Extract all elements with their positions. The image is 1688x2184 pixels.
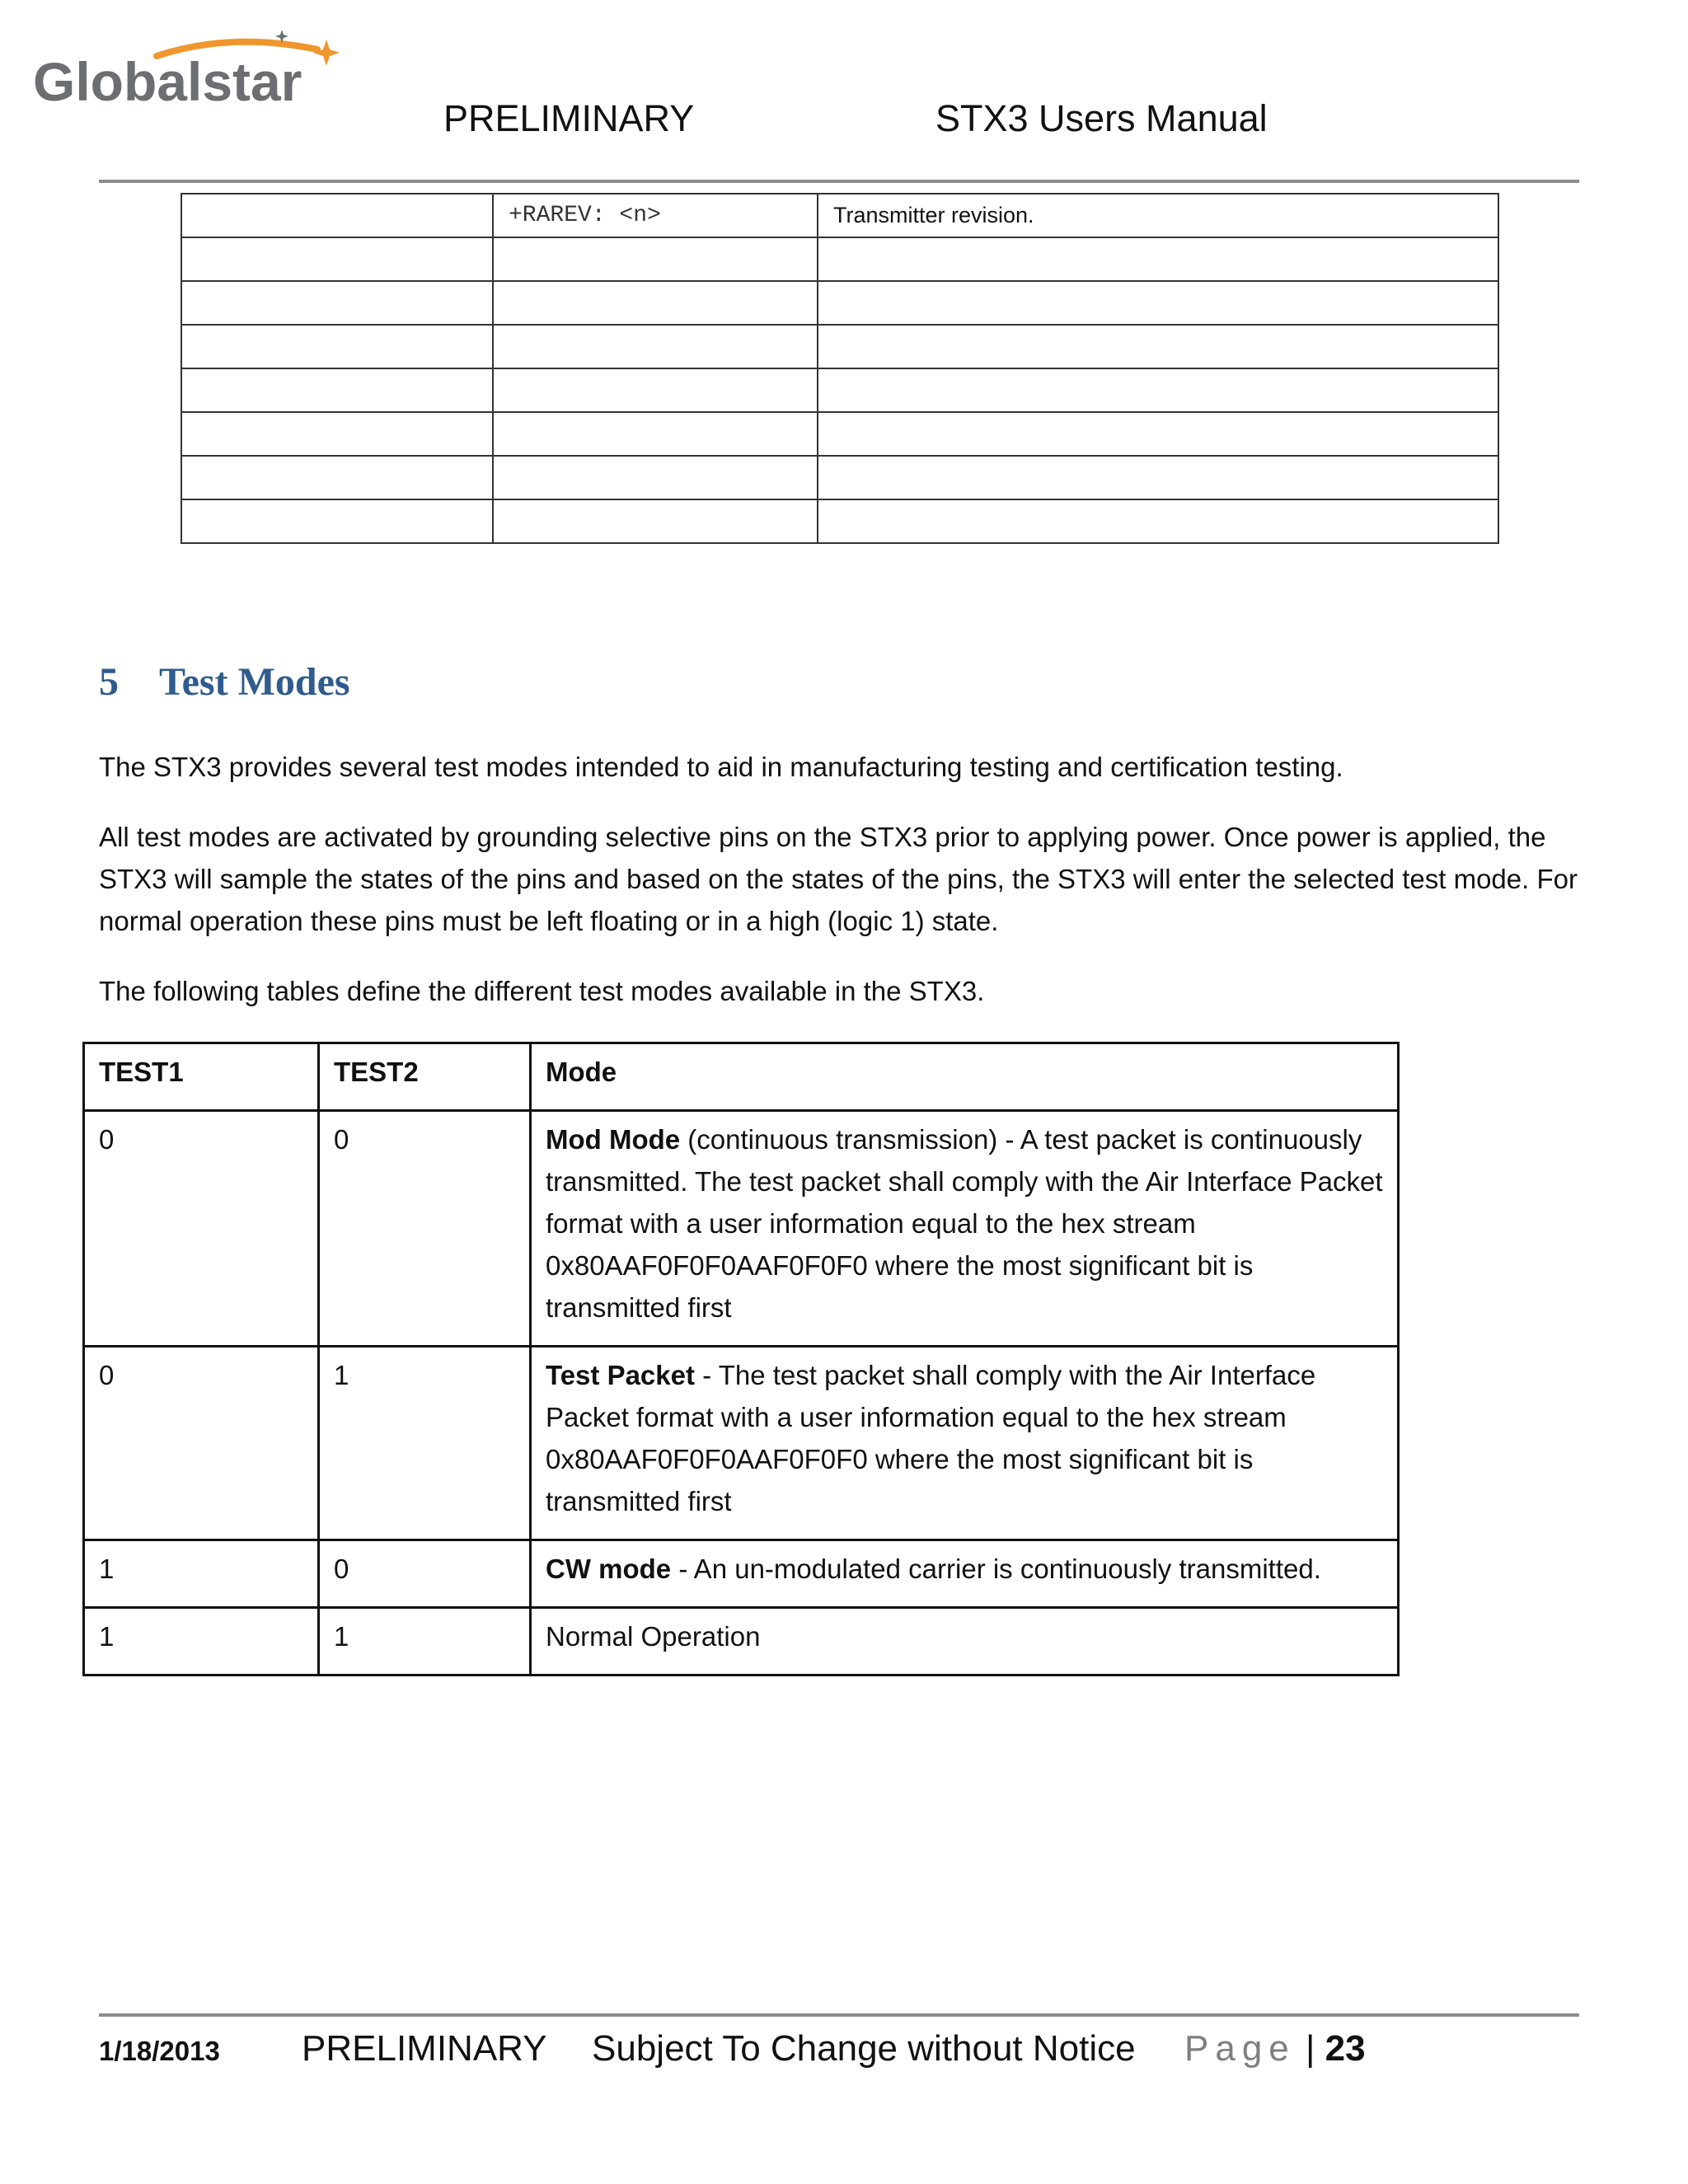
section-title: Test Modes <box>159 660 350 704</box>
activation-paragraph: All test modes are activated by grounding selective pins on the STX3 prior to applying power. Once power is applied, the STX3 will sample the states of the pins and based on the states of the pins, the STX3 will enter the selected test mode. For normal operation these pins must be left floating or in a high (logic 1) state. <box>99 822 1578 936</box>
test1-cell: 0 <box>84 1347 319 1540</box>
table-row <box>181 194 1498 237</box>
table-row <box>181 281 1498 325</box>
table-cell <box>493 237 818 281</box>
table-cell <box>181 325 493 368</box>
header-rule <box>99 180 1579 183</box>
footer-notice: Subject To Change without Notice <box>592 2028 1136 2069</box>
test1-cell: 0 <box>84 1111 319 1347</box>
command-table <box>181 193 1499 544</box>
test2-cell: 0 <box>319 1111 531 1347</box>
test2-cell: 1 <box>319 1608 531 1675</box>
header-manual-title: STX3 Users Manual <box>935 97 1268 139</box>
test1-cell: 1 <box>84 1608 319 1675</box>
table-row <box>84 1608 1399 1675</box>
footer-page <box>1184 2028 1366 2069</box>
table-cell <box>818 237 1498 281</box>
test2-cell: 1 <box>319 1347 531 1540</box>
table-row <box>181 456 1498 499</box>
table-row <box>181 237 1498 281</box>
table-row <box>181 368 1498 412</box>
table-row <box>84 1540 1399 1608</box>
table-cell <box>818 281 1498 325</box>
page-number: 23 <box>1325 2028 1366 2069</box>
table-row <box>181 412 1498 456</box>
table-row <box>84 1111 1399 1347</box>
table-cell <box>818 412 1498 456</box>
mode-name: CW mode <box>546 1554 672 1584</box>
mode-name: Mod Mode <box>546 1124 681 1155</box>
table-cell <box>181 237 493 281</box>
mode-cell <box>531 1111 1399 1347</box>
table-cell: +RAREV: <n> <box>493 194 818 237</box>
table-cell <box>493 499 818 543</box>
table-row <box>84 1347 1399 1540</box>
mode-description: (continuous transmission) - A test packet is continuously transmitted. The test packet shall comply with the Air Interface Packet format with a user information equal to the hex stream 0x80AAF0F0F0AAF0F0F0 where the most significant bit is transmitted first <box>546 1124 1383 1323</box>
page-label: Page <box>1184 2028 1296 2069</box>
table-row <box>181 499 1498 543</box>
footer-rule <box>99 2013 1579 2017</box>
footer-date: 1/18/2013 <box>99 2036 220 2066</box>
page-separator: | <box>1306 2028 1315 2069</box>
header-mode: Mode <box>531 1043 1399 1111</box>
mode-description: - The test packet shall comply with the Air Interface Packet format with a user information equal to the hex stream 0x80AAF0F0F0AAF0F0F0 where the most significant bit is transmitted first <box>546 1360 1316 1516</box>
mode-description: - An un-modulated carrier is continuously transmitted. <box>671 1554 1321 1584</box>
footer-preliminary: PRELIMINARY <box>302 2028 547 2069</box>
intro-paragraph: The STX3 provides several test modes intended to aid in manufacturing testing and certification testing. <box>99 752 1343 782</box>
section-heading <box>99 659 350 705</box>
table-cell <box>181 412 493 456</box>
test2-cell: 0 <box>319 1540 531 1608</box>
table-row <box>181 325 1498 368</box>
table-cell <box>181 194 493 237</box>
mode-cell <box>531 1540 1399 1608</box>
table-header-row <box>84 1043 1399 1111</box>
header-preliminary: PRELIMINARY <box>443 97 695 139</box>
mode-cell <box>531 1608 1399 1675</box>
header-test1: TEST1 <box>84 1043 319 1111</box>
table-cell <box>493 325 818 368</box>
header-test2: TEST2 <box>319 1043 531 1111</box>
table-cell <box>818 325 1498 368</box>
table-cell <box>493 281 818 325</box>
mode-cell <box>531 1347 1399 1540</box>
table-cell <box>181 456 493 499</box>
table-cell <box>181 368 493 412</box>
table-cell <box>818 456 1498 499</box>
table-cell <box>181 281 493 325</box>
globalstar-logo <box>33 25 346 115</box>
test-mode-table <box>82 1042 1400 1676</box>
table-cell: Transmitter revision. <box>818 194 1498 237</box>
test1-cell: 1 <box>84 1540 319 1608</box>
table-cell <box>818 368 1498 412</box>
tables-intro-paragraph: The following tables define the different test modes available in the STX3. <box>99 976 985 1006</box>
table-cell <box>181 499 493 543</box>
section-number: 5 <box>99 660 119 704</box>
table-cell <box>493 412 818 456</box>
mode-description: Normal Operation <box>546 1621 761 1652</box>
table-cell <box>493 368 818 412</box>
svg-text:Globalstar: Globalstar <box>33 51 302 112</box>
table-cell <box>493 456 818 499</box>
mode-name: Test Packet <box>546 1360 695 1390</box>
table-cell <box>818 499 1498 543</box>
